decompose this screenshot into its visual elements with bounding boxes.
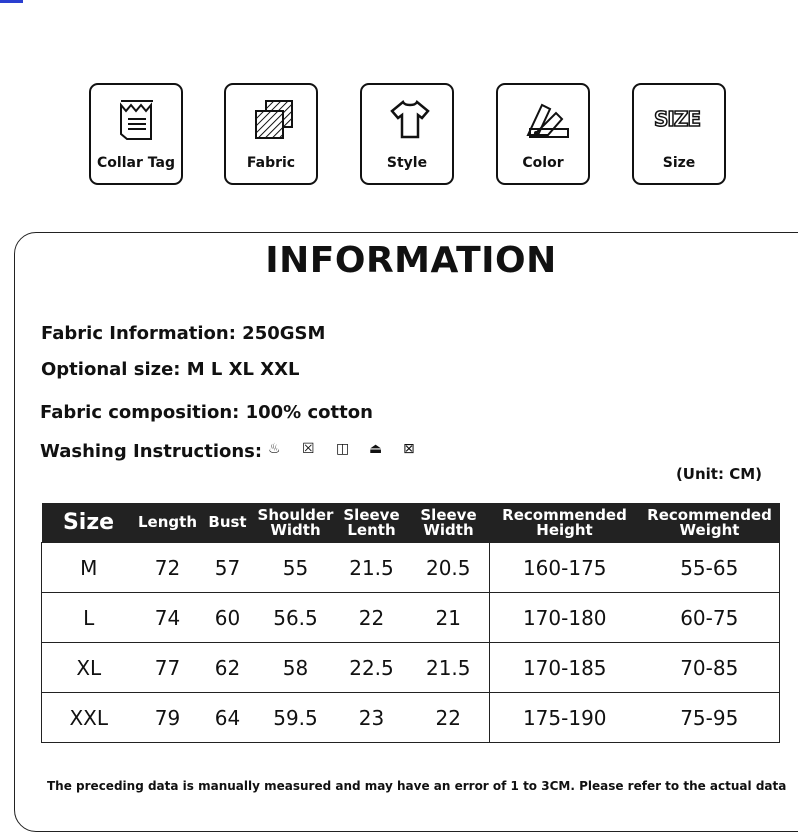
table-cell: 21.5: [408, 643, 490, 693]
feature-style: Style: [360, 83, 454, 185]
table-cell: 170-185: [490, 643, 640, 693]
footer-note: The preceding data is manually measured and may have an error of 1 to 3CM. Please refer to the actual data: [47, 779, 787, 793]
table-cell: 58: [256, 643, 336, 693]
table-cell: 70-85: [640, 643, 780, 693]
table-cell: 60: [200, 593, 256, 643]
fabric-information: Fabric Information: 250GSM: [41, 323, 326, 344]
table-cell: 79: [136, 693, 200, 743]
table-cell: 175-190: [490, 693, 640, 743]
unit-label: (Unit: CM): [675, 465, 762, 483]
feature-size: SIZE Size: [632, 83, 726, 185]
table-cell: XL: [42, 643, 136, 693]
table-cell: 75-95: [640, 693, 780, 743]
table-cell: 21: [408, 593, 490, 643]
table-cell: 22.5: [336, 643, 408, 693]
table-cell: 55-65: [640, 543, 780, 593]
iron-icon: ⏏: [369, 441, 383, 457]
tshirt-icon: [390, 99, 430, 141]
optional-size: Optional size: M L XL XXL: [41, 359, 300, 380]
feature-fabric: Fabric: [224, 83, 318, 185]
table-cell: XXL: [42, 693, 136, 743]
table-cell: 22: [336, 593, 408, 643]
no-dry-clean-icon: ⊠: [403, 441, 415, 457]
table-row: [42, 693, 780, 743]
no-bleach-icon: ☒: [302, 441, 315, 457]
table-cell: 56.5: [256, 593, 336, 643]
feature-collar-tag: Collar Tag: [89, 83, 183, 185]
table-cell: L: [42, 593, 136, 643]
washing-instructions: Washing Instructions:: [40, 441, 263, 462]
top-link[interactable]: [0, 0, 23, 3]
color-swatch-icon: [526, 99, 572, 141]
table-cell: 64: [200, 693, 256, 743]
table-cell: 22: [408, 693, 490, 743]
table-cell: 57: [200, 543, 256, 593]
page-title: INFORMATION: [265, 240, 557, 281]
hand-wash-icon: ♨: [268, 441, 281, 457]
table-row: [42, 643, 780, 693]
table-cell: 160-175: [490, 543, 640, 593]
table-row: [42, 593, 780, 643]
table-cell: 60-75: [640, 593, 780, 643]
size-table: [41, 503, 780, 743]
table-cell: 72: [136, 543, 200, 593]
collar-tag-icon: [119, 99, 155, 141]
table-cell: 74: [136, 593, 200, 643]
fabric-icon: [254, 99, 294, 141]
table-cell: 77: [136, 643, 200, 693]
feature-color: Color: [496, 83, 590, 185]
table-cell: M: [42, 543, 136, 593]
table-header: Size Length Bust Shoulder Width Sleeve Lenth Sleeve Width Recommended Height Recommended Weight: [42, 503, 780, 543]
table-cell: 23: [336, 693, 408, 743]
table-cell: 170-180: [490, 593, 640, 643]
table-cell: 62: [200, 643, 256, 693]
table-cell: 21.5: [336, 543, 408, 593]
size-icon: SIZE: [654, 107, 701, 131]
table-cell: 20.5: [408, 543, 490, 593]
fabric-composition: Fabric composition: 100% cotton: [40, 402, 373, 423]
table-row: [42, 543, 780, 593]
table-cell: 59.5: [256, 693, 336, 743]
tumble-dry-icon: ◫: [336, 441, 350, 457]
table-cell: 55: [256, 543, 336, 593]
